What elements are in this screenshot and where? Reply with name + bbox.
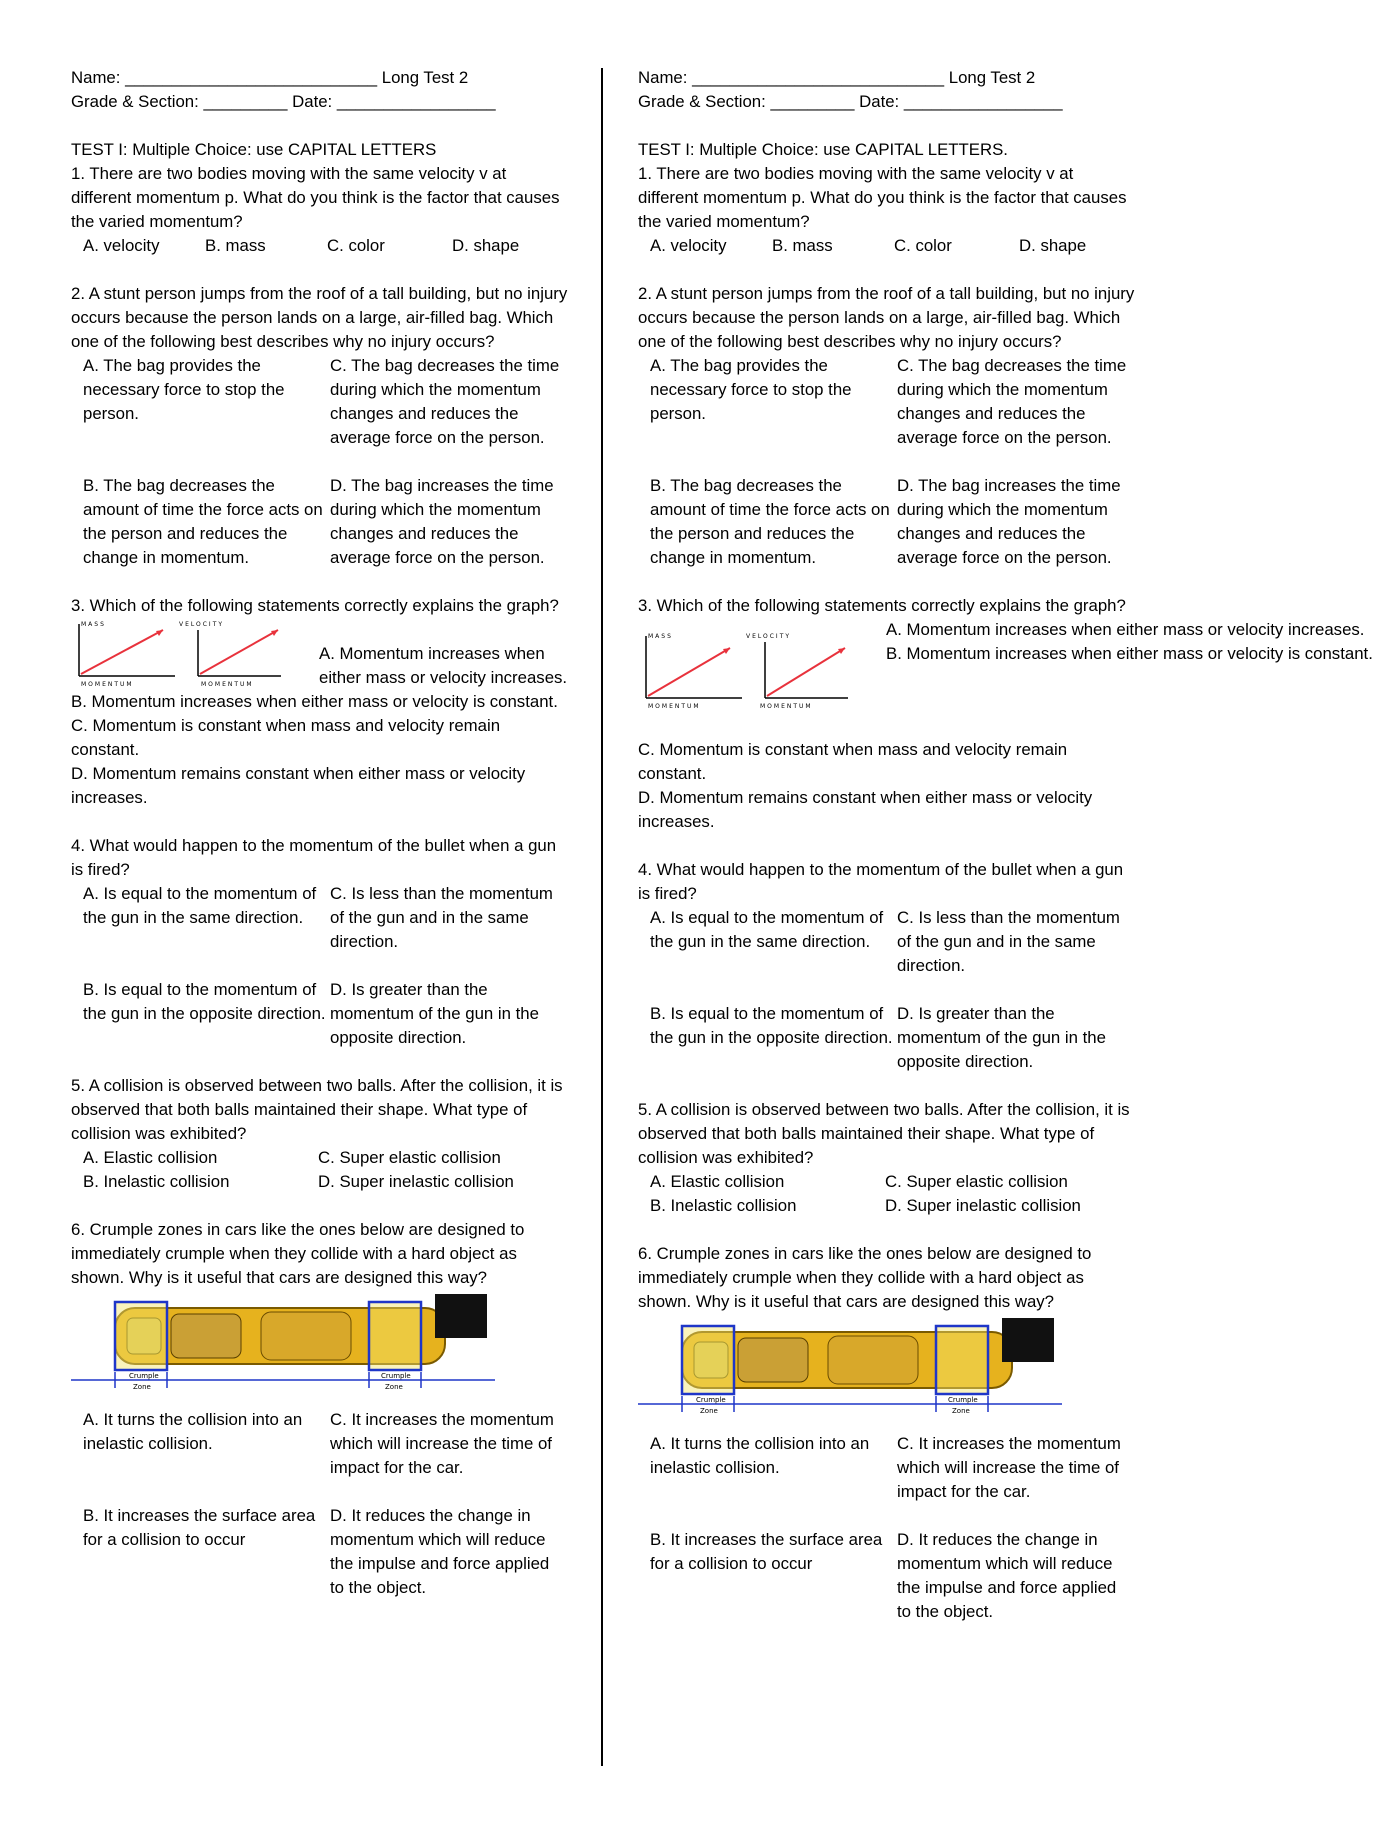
option-c: C. The bag decreases the time during which the momentum changes and reduces the average force on the person. bbox=[897, 356, 1127, 447]
grade-section-line: Grade & Section: _________ Date: _________________ bbox=[71, 92, 496, 111]
question-1-options bbox=[71, 234, 571, 258]
option-c: C. Is less than the momentum of the gun and in the same direction. bbox=[897, 908, 1120, 975]
option-d: D. shape bbox=[1019, 236, 1087, 255]
question-3: 3. Which of the following statements correctly explains the graph? bbox=[71, 596, 559, 615]
option-d: D. Momentum remains constant when either mass or velocity increases. bbox=[71, 764, 526, 807]
option-c: C. Super elastic collision bbox=[885, 1172, 1068, 1191]
option-b: B. mass bbox=[205, 236, 266, 255]
option-d: D. Is greater than the momentum of the gun in the opposite direction. bbox=[330, 980, 539, 1047]
test-page-right bbox=[638, 66, 1373, 1624]
option-d: D. shape bbox=[452, 236, 520, 255]
option-a: A. Momentum increases when either mass or velocity increases. bbox=[886, 620, 1365, 639]
momentum-axis-label-1: MOMENTUM bbox=[81, 681, 134, 688]
option-b: B. The bag decreases the amount of time the force acts on the person and reduces the change in momentum. bbox=[650, 476, 890, 567]
question-4: 4. What would happen to the momentum of the bullet when a gun is fired? bbox=[71, 836, 557, 879]
option-a: A. Is equal to the momentum of the gun in the same direction. bbox=[650, 908, 884, 951]
car-crumple-illustration bbox=[71, 1294, 511, 1398]
velocity-momentum-line bbox=[767, 648, 845, 696]
question-1-options bbox=[638, 234, 1138, 258]
option-a: A. Elastic collision bbox=[83, 1148, 218, 1167]
option-b: B. Is equal to the momentum of the gun in the opposite direction. bbox=[83, 980, 326, 1023]
question-2: 2. A stunt person jumps from the roof of a tall building, but no injury occurs because the person lands on a large, air-filled bag. Which one of the following best describes why no injury occurs? bbox=[638, 284, 1135, 351]
momentum-graph-figure bbox=[71, 618, 315, 690]
option-c: C. It increases the momentum which will increase the time of impact for the car. bbox=[330, 1410, 554, 1477]
option-a: A. Momentum increases when either mass or velocity increases. bbox=[319, 644, 568, 687]
option-c: C. Super elastic collision bbox=[318, 1148, 501, 1167]
mass-momentum-line bbox=[648, 648, 730, 696]
test-title: TEST I: Multiple Choice: use CAPITAL LETTERS bbox=[71, 140, 437, 159]
column-divider bbox=[601, 68, 603, 1766]
crumple-zone-label-rear: Crumple bbox=[948, 1396, 978, 1404]
question-2-options bbox=[71, 354, 571, 570]
question-1: 1. There are two bodies moving with the same velocity v at different momentum p. What do you think is the factor that causes the varied momentum? bbox=[638, 164, 1127, 231]
option-b: B. It increases the surface area for a collision to occur bbox=[83, 1506, 316, 1549]
crumple-zone-label-rear-2: Zone bbox=[952, 1407, 970, 1415]
option-d: D. It reduces the change in momentum which will reduce the impulse and force applied to the object. bbox=[897, 1530, 1117, 1621]
option-d: D. Super inelastic collision bbox=[885, 1196, 1081, 1215]
question-5-options bbox=[71, 1146, 571, 1194]
option-a: A. Is equal to the momentum of the gun in the same direction. bbox=[83, 884, 317, 927]
question-3-graph-row bbox=[71, 618, 571, 690]
crumple-zone-label-front: Crumple bbox=[696, 1396, 726, 1404]
velocity-axis-label: VELOCITY bbox=[179, 621, 225, 628]
option-b: B. Inelastic collision bbox=[650, 1196, 797, 1215]
question-1: 1. There are two bodies moving with the same velocity v at different momentum p. What do you think is the factor that causes the varied momentum? bbox=[71, 164, 560, 231]
question-2: 2. A stunt person jumps from the roof of a tall building, but no injury occurs because the person lands on a large, air-filled bag. Which one of the following best describes why no injury occurs? bbox=[71, 284, 568, 351]
crumple-zone-label-front: Crumple bbox=[129, 1372, 159, 1380]
option-c: C. It increases the momentum which will increase the time of impact for the car. bbox=[897, 1434, 1121, 1501]
option-b: B. Inelastic collision bbox=[83, 1172, 230, 1191]
option-c: C. color bbox=[327, 236, 385, 255]
option-b: B. mass bbox=[772, 236, 833, 255]
crumple-zone-label-front-2: Zone bbox=[700, 1407, 718, 1415]
option-b: B. Momentum increases when either mass or velocity is constant. bbox=[886, 644, 1373, 663]
momentum-graph-figure bbox=[638, 618, 882, 714]
momentum-axis-label-2: MOMENTUM bbox=[201, 681, 254, 688]
question-3-graph-row bbox=[638, 618, 1373, 714]
option-c: C. The bag decreases the time during which the momentum changes and reduces the average force on the person. bbox=[330, 356, 560, 447]
option-a: A. velocity bbox=[650, 236, 727, 255]
option-b: B. Is equal to the momentum of the gun in the opposite direction. bbox=[650, 1004, 893, 1047]
question-5-options bbox=[638, 1170, 1138, 1218]
option-d: D. It reduces the change in momentum which will reduce the impulse and force applied to the object. bbox=[330, 1506, 550, 1597]
option-d: D. The bag increases the time during which the momentum changes and reduces the average force on the person. bbox=[330, 476, 554, 567]
option-a: A. It turns the collision into an inelastic collision. bbox=[83, 1410, 303, 1453]
question-5: 5. A collision is observed between two balls. After the collision, it is observed that both balls maintained their shape. What type of collision was exhibited? bbox=[71, 1076, 563, 1143]
crumple-zone-figure bbox=[71, 1290, 571, 1408]
front-crumple-zone-box bbox=[682, 1326, 734, 1394]
question-5: 5. A collision is observed between two balls. After the collision, it is observed that both balls maintained their shape. What type of collision was exhibited? bbox=[638, 1100, 1130, 1167]
hard-object bbox=[1002, 1318, 1054, 1362]
question-4-options bbox=[638, 906, 1138, 1074]
option-d: D. Momentum remains constant when either mass or velocity increases. bbox=[638, 788, 1093, 831]
velocity-momentum-line bbox=[200, 630, 278, 674]
test-title: TEST I: Multiple Choice: use CAPITAL LETTERS. bbox=[638, 140, 1008, 159]
option-d: D. Is greater than the momentum of the gun in the opposite direction. bbox=[897, 1004, 1106, 1071]
option-b: B. Momentum increases when either mass or velocity is constant. bbox=[71, 692, 558, 711]
front-crumple-zone-box bbox=[115, 1302, 167, 1370]
option-d: D. The bag increases the time during which the momentum changes and reduces the average force on the person. bbox=[897, 476, 1121, 567]
momentum-axis-label-2: MOMENTUM bbox=[760, 703, 813, 710]
rear-crumple-zone-box bbox=[369, 1302, 421, 1370]
test-page-left bbox=[71, 66, 571, 1600]
crumple-zone-label-rear: Crumple bbox=[381, 1372, 411, 1380]
grade-section-line: Grade & Section: _________ Date: _________________ bbox=[638, 92, 1063, 111]
option-c: C. Momentum is constant when mass and velocity remain constant. bbox=[71, 716, 501, 759]
question-2-options bbox=[638, 354, 1138, 570]
question-6: 6. Crumple zones in cars like the ones below are designed to immediately crumple when they collide with a hard object as shown. Why is it useful that cars are designed this way? bbox=[638, 1244, 1092, 1311]
question-3: 3. Which of the following statements correctly explains the graph? bbox=[638, 596, 1126, 615]
mass-axis-label: MASS bbox=[648, 633, 673, 640]
question-4: 4. What would happen to the momentum of the bullet when a gun is fired? bbox=[638, 860, 1124, 903]
option-c: C. color bbox=[894, 236, 952, 255]
question-6: 6. Crumple zones in cars like the ones below are designed to immediately crumple when they collide with a hard object as shown. Why is it useful that cars are designed this way? bbox=[71, 1220, 525, 1287]
rear-crumple-zone-box bbox=[936, 1326, 988, 1394]
velocity-axis-label: VELOCITY bbox=[746, 633, 792, 640]
momentum-axis-label-1: MOMENTUM bbox=[648, 703, 701, 710]
option-c: C. Momentum is constant when mass and velocity remain constant. bbox=[638, 740, 1068, 783]
crumple-zone-label-front-2: Zone bbox=[133, 1383, 151, 1391]
name-line: Name: ___________________________ Long Test 2 bbox=[638, 68, 1036, 87]
question-4-options bbox=[71, 882, 571, 1050]
mass-axis-label: MASS bbox=[81, 621, 106, 628]
car-crumple-illustration bbox=[638, 1318, 1078, 1422]
option-a: A. velocity bbox=[83, 236, 160, 255]
crumple-zone-figure bbox=[638, 1314, 1138, 1432]
hard-object bbox=[435, 1294, 487, 1338]
question-6-options bbox=[638, 1432, 1138, 1624]
option-b: B. The bag decreases the amount of time the force acts on the person and reduces the change in momentum. bbox=[83, 476, 323, 567]
mass-momentum-line bbox=[81, 630, 163, 674]
option-a: A. It turns the collision into an inelastic collision. bbox=[650, 1434, 870, 1477]
option-a: A. Elastic collision bbox=[650, 1172, 785, 1191]
option-b: B. It increases the surface area for a collision to occur bbox=[650, 1530, 883, 1573]
option-a: A. The bag provides the necessary force to stop the person. bbox=[650, 356, 852, 423]
option-c: C. Is less than the momentum of the gun and in the same direction. bbox=[330, 884, 553, 951]
question-6-options bbox=[71, 1408, 571, 1600]
option-a-b-block bbox=[882, 618, 1373, 666]
option-d: D. Super inelastic collision bbox=[318, 1172, 514, 1191]
crumple-zone-label-rear-2: Zone bbox=[385, 1383, 403, 1391]
option-a: A. The bag provides the necessary force to stop the person. bbox=[83, 356, 285, 423]
name-line: Name: ___________________________ Long Test 2 bbox=[71, 68, 469, 87]
